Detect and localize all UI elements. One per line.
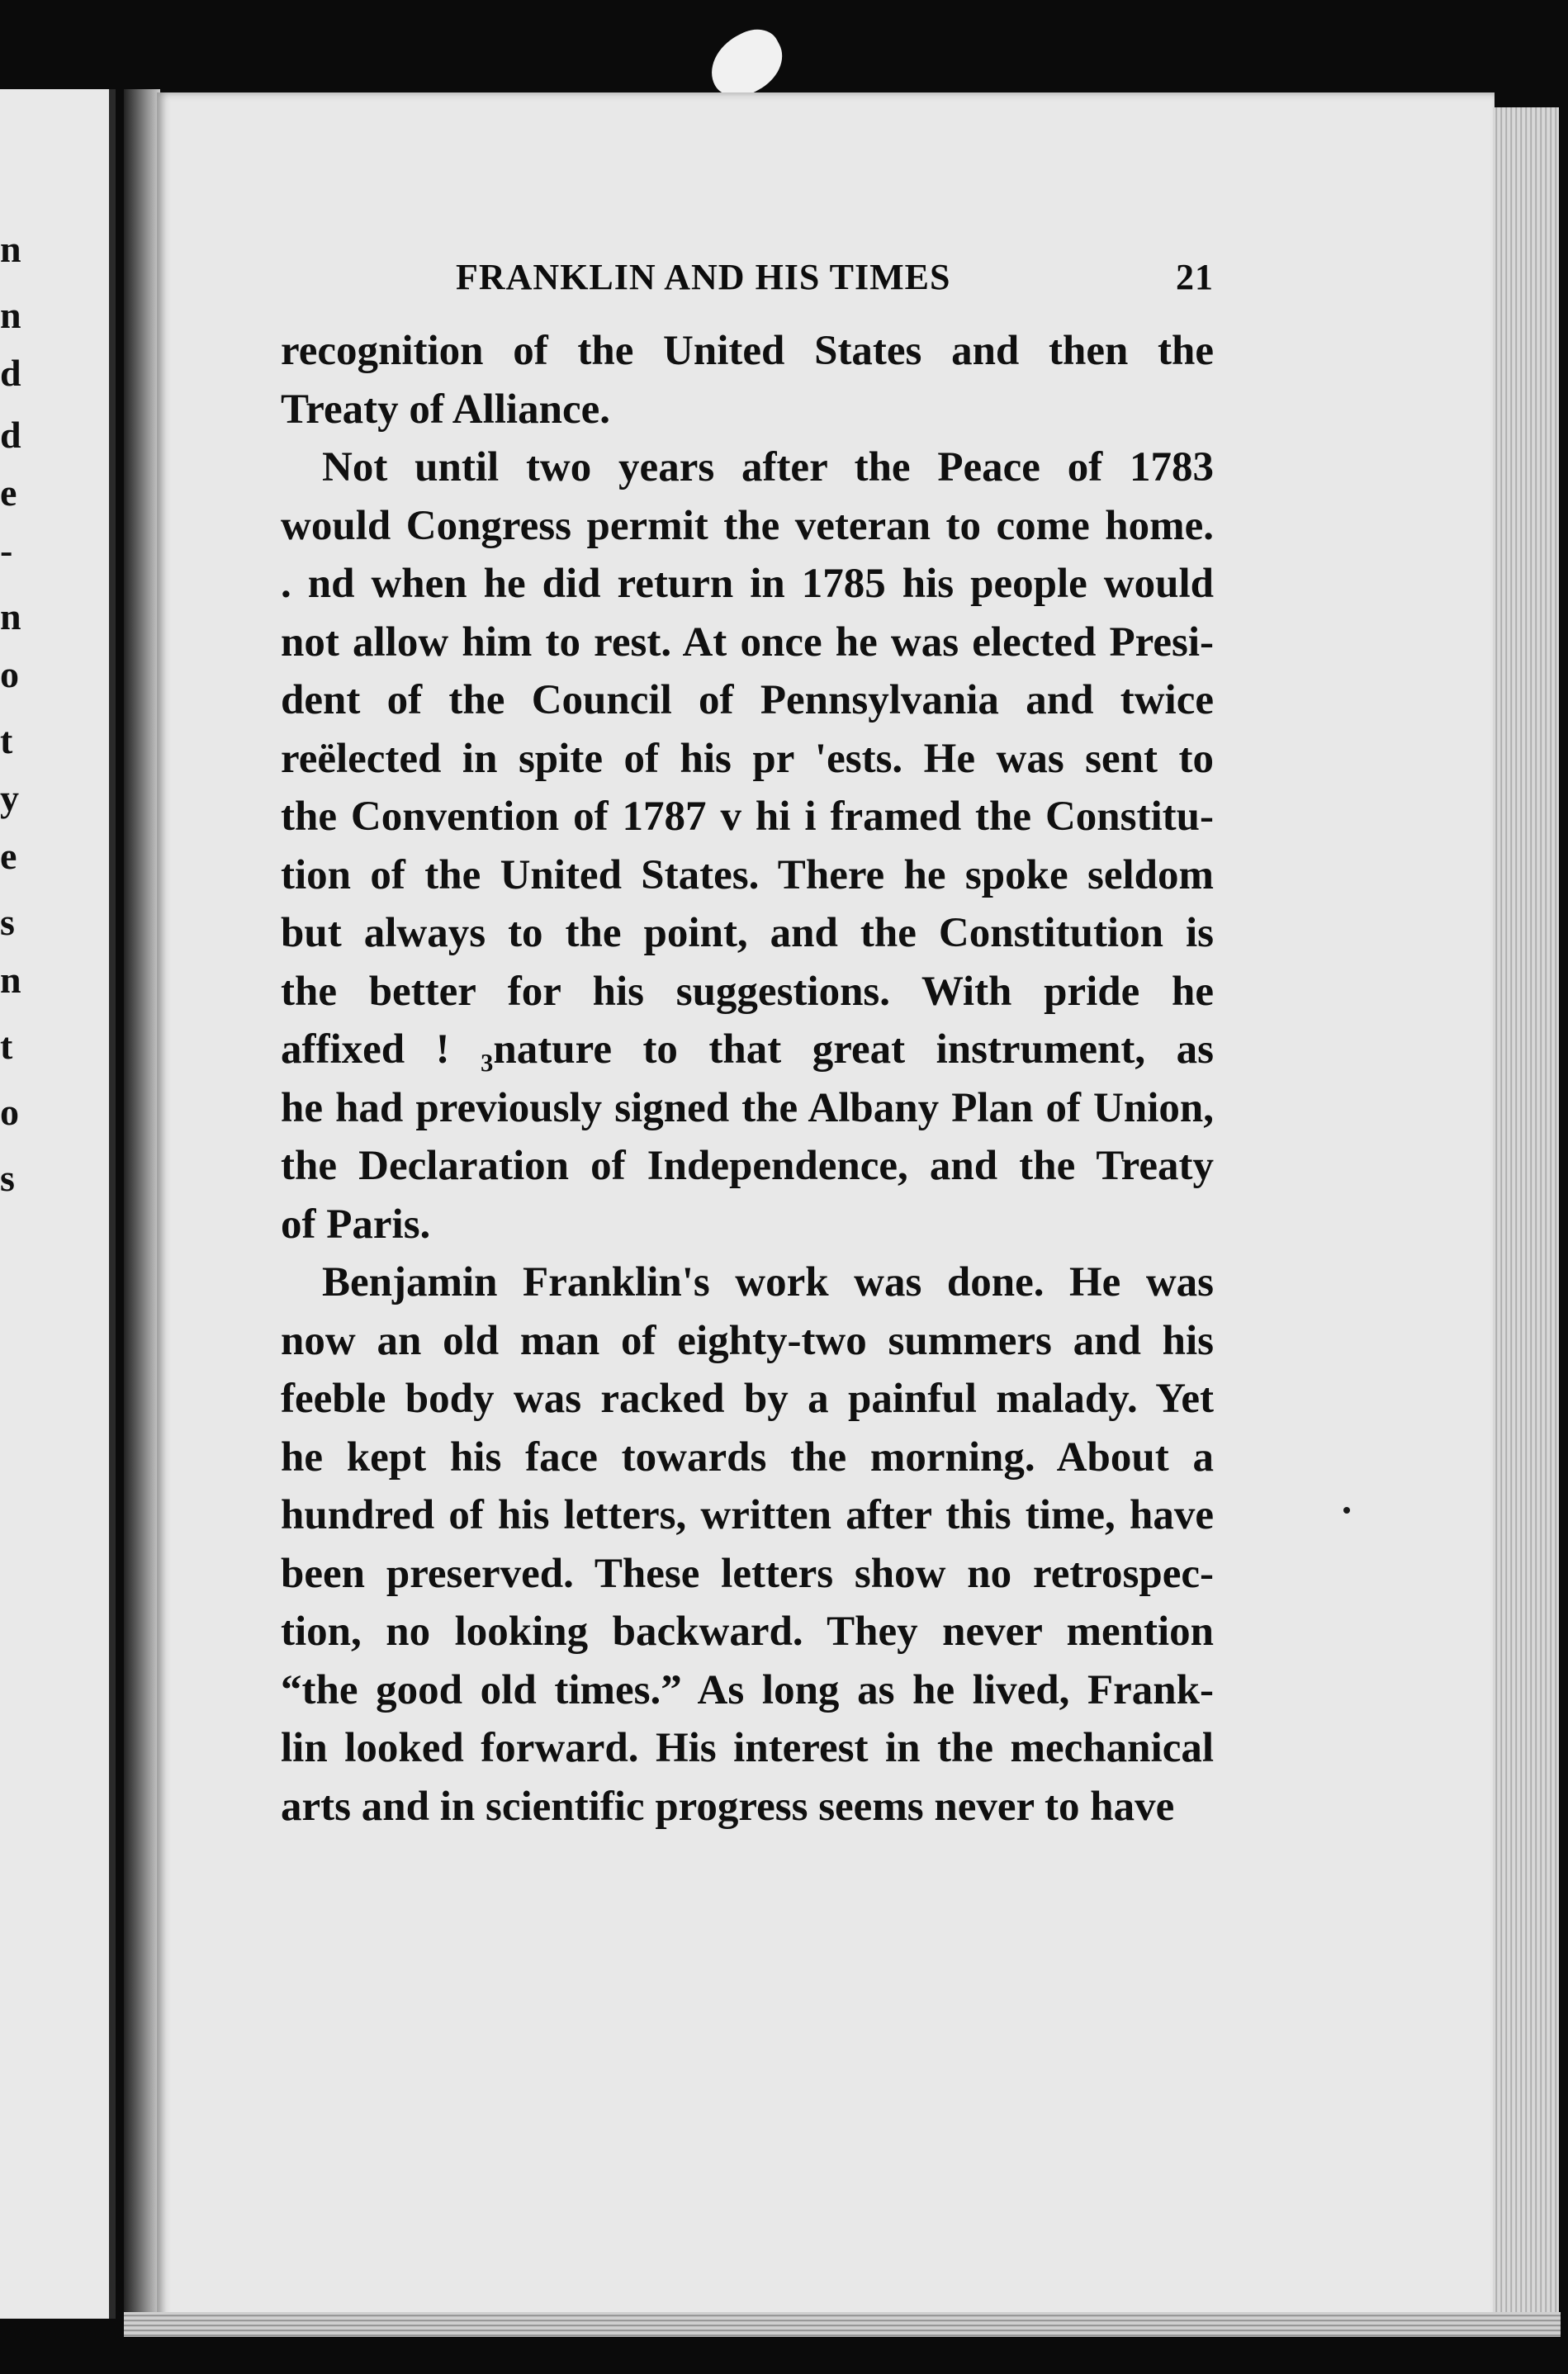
left-page-letter: n [0,595,21,637]
text-line: recognition of the United States and then the [281,328,1214,374]
text-line: arts and in scientific progress seems never to have [281,1783,1175,1830]
text-line: dent of the Council of Pennsylvania and twice [281,677,1214,723]
left-page-letter: y [0,777,19,819]
text-line: the Convention of 1787 v hi i framed the Constitu- [281,794,1214,840]
text-line: . nd when he did return in 1785 his people would [281,561,1214,607]
text-line: Not until two years after the Peace of 1783 [322,444,1214,490]
left-page-letter: o [0,1091,19,1133]
body-text [281,322,1214,1836]
left-page-letter: d [0,352,21,394]
book-gutter [124,89,160,2335]
text-line: now an old man of eighty-two summers and his [281,1317,1214,1364]
left-page-letter: n [0,959,21,1001]
ink-speck [1343,1507,1350,1514]
text-line: feeble body was racked by a painful malady. Yet [281,1376,1214,1422]
text-line: Benjamin Franklin's work was done. He was [322,1259,1214,1305]
left-page-letter: s [0,1157,15,1199]
text-line: “the good old times.” As long as he lived, Frank- [281,1666,1214,1713]
text-line: he had previously signed the Albany Plan of Union, [281,1084,1214,1131]
running-head [281,248,1214,306]
left-facing-page-edge [0,89,116,2319]
left-page-letter: e [0,835,17,877]
text-line: tion, no looking backward. They never mention [281,1609,1214,1655]
left-page-letter: t [0,719,13,761]
text-line: of Paris. [281,1201,431,1248]
left-page-letter: n [0,228,21,270]
text-line: the Declaration of Independence, and the Treaty [281,1143,1214,1189]
text-line: affixed ! ₃nature to that great instrument, as [281,1026,1214,1073]
page-number: 21 [1176,257,1214,297]
running-head-title: FRANKLIN AND HIS TIMES [456,257,951,297]
left-page-letter: - [0,529,13,571]
text-line: lin looked forward. His interest in the mechanical [281,1725,1214,1771]
text-line: hundred of his letters, written after this time, have [281,1492,1214,1538]
text-line: would Congress permit the veteran to come home. [281,502,1214,549]
text-line: he kept his face towards the morning. About a [281,1433,1214,1481]
page-fore-edge [1493,107,1559,2337]
text-line: tion of the United States. There he spoke seldom [281,851,1214,898]
text-line: reëlected in spite of his pr 'ests. He was sent to [281,735,1214,782]
text-line: Treaty of Alliance. [281,386,610,433]
left-page-letter: o [0,653,19,695]
left-page-letter: d [0,414,21,456]
page-bottom-edge [124,2312,1561,2337]
left-page-letter: t [0,1025,13,1067]
left-page-letter: n [0,294,21,336]
text-line: but always to the point, and the Constitution is [281,910,1214,956]
left-page-letter: e [0,471,17,514]
text-line: the better for his suggestions. With pride he [281,968,1214,1015]
left-page-letter: s [0,901,15,943]
text-line: been preserved. These letters show no retrospec- [281,1550,1214,1597]
text-line: not allow him to rest. At once he was elected Presi- [281,618,1214,666]
